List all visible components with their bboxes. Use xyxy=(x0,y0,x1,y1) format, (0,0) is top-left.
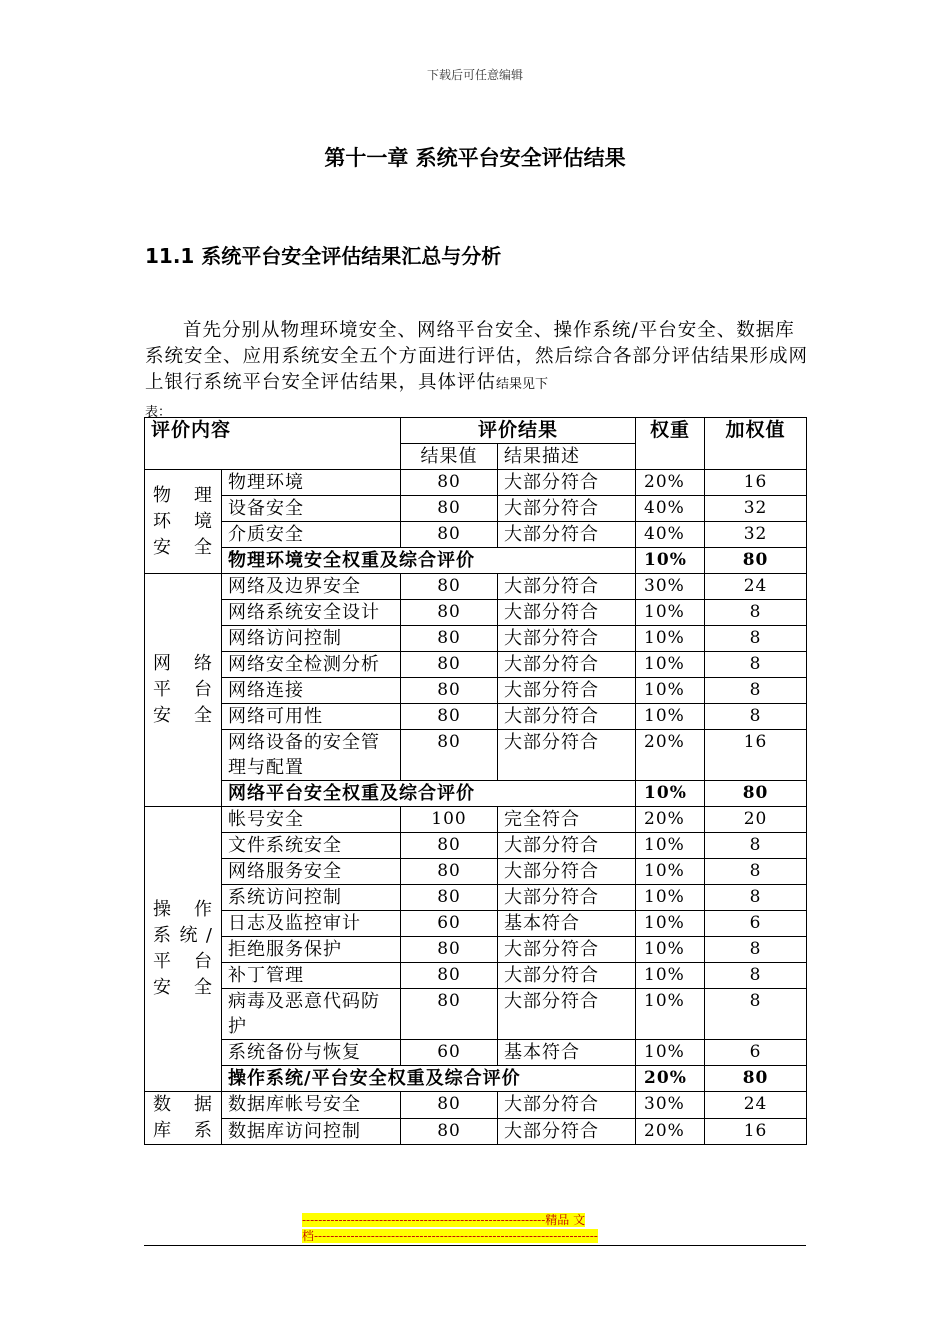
weight: 10% xyxy=(636,678,705,704)
item-name: 网络访问控制 xyxy=(222,626,401,652)
weighted-value: 8 xyxy=(705,652,807,678)
summary-weight: 10% xyxy=(636,781,705,807)
table-row xyxy=(145,963,807,989)
result-desc: 大部分符合 xyxy=(498,1092,636,1119)
chapter-title: 第十一章 系统平台安全评估结果 xyxy=(324,146,626,170)
result-value: 80 xyxy=(401,522,498,548)
table-row xyxy=(145,937,807,963)
result-value: 80 xyxy=(401,626,498,652)
result-value: 80 xyxy=(401,730,498,781)
weight: 20% xyxy=(636,730,705,781)
table-header-row xyxy=(145,418,807,444)
result-value: 80 xyxy=(401,885,498,911)
item-name: 数据库帐号安全 xyxy=(222,1092,401,1119)
item-name: 补丁管理 xyxy=(222,963,401,989)
table-row xyxy=(145,989,807,1040)
weight: 10% xyxy=(636,652,705,678)
weight: 30% xyxy=(636,574,705,600)
weighted-value: 20 xyxy=(705,807,807,833)
weight: 10% xyxy=(636,600,705,626)
summary-weight: 20% xyxy=(636,1066,705,1092)
table-row xyxy=(145,652,807,678)
summary-row xyxy=(145,548,807,574)
item-name: 拒绝服务保护 xyxy=(222,937,401,963)
intro-small: 结果见下 xyxy=(496,377,549,392)
result-value: 80 xyxy=(401,678,498,704)
result-desc: 大部分符合 xyxy=(498,704,636,730)
result-value: 80 xyxy=(401,859,498,885)
table-row xyxy=(145,522,807,548)
item-name: 网络设备的安全管理与配置 xyxy=(222,730,401,781)
item-name: 介质安全 xyxy=(222,522,401,548)
item-name: 日志及监控审计 xyxy=(222,911,401,937)
header-result-value: 结果值 xyxy=(401,444,498,470)
weighted-value: 8 xyxy=(705,937,807,963)
result-desc: 完全符合 xyxy=(498,807,636,833)
table-row xyxy=(145,1118,807,1145)
summary-label: 物理环境安全权重及综合评价 xyxy=(222,548,636,574)
group-name: 数 据 库 系 xyxy=(145,1092,222,1145)
table-row xyxy=(145,496,807,522)
result-desc: 大部分符合 xyxy=(498,600,636,626)
weighted-value: 16 xyxy=(705,1118,807,1145)
item-name: 网络可用性 xyxy=(222,704,401,730)
result-desc: 大部分符合 xyxy=(498,574,636,600)
summary-label: 网络平台安全权重及综合评价 xyxy=(222,781,636,807)
table-row xyxy=(145,730,807,781)
header-content: 评价内容 xyxy=(145,418,401,470)
weight: 40% xyxy=(636,522,705,548)
intro-tail: 表： xyxy=(145,405,172,420)
evaluation-table xyxy=(144,417,807,1145)
item-name: 物理环境 xyxy=(222,470,401,496)
result-value: 80 xyxy=(401,1092,498,1119)
header-result: 评价结果 xyxy=(401,418,636,444)
summary-weight: 10% xyxy=(636,548,705,574)
table-row xyxy=(145,678,807,704)
weighted-value: 24 xyxy=(705,1092,807,1119)
result-value: 60 xyxy=(401,1040,498,1066)
weighted-value: 8 xyxy=(705,833,807,859)
result-desc: 大部分符合 xyxy=(498,522,636,548)
result-desc: 大部分符合 xyxy=(498,652,636,678)
weighted-value: 16 xyxy=(705,730,807,781)
weight: 20% xyxy=(636,1118,705,1145)
item-name: 病毒及恶意代码防护 xyxy=(222,989,401,1040)
result-desc: 大部分符合 xyxy=(498,1118,636,1145)
result-desc: 大部分符合 xyxy=(498,496,636,522)
summary-weighted: 80 xyxy=(705,548,807,574)
weight: 40% xyxy=(636,496,705,522)
result-desc: 大部分符合 xyxy=(498,989,636,1040)
result-value: 80 xyxy=(401,704,498,730)
weight: 10% xyxy=(636,963,705,989)
result-value: 80 xyxy=(401,833,498,859)
result-value: 80 xyxy=(401,989,498,1040)
result-value: 100 xyxy=(401,807,498,833)
item-name: 帐号安全 xyxy=(222,807,401,833)
group-name: 网 络 平 台 安全 xyxy=(145,574,222,807)
weighted-value: 24 xyxy=(705,574,807,600)
result-desc: 大部分符合 xyxy=(498,730,636,781)
weight: 10% xyxy=(636,989,705,1040)
weighted-value: 6 xyxy=(705,1040,807,1066)
summary-label: 操作系统/平台安全权重及综合评价 xyxy=(222,1066,636,1092)
group-name: 操 作 系统/ 平 台 安全 xyxy=(145,807,222,1092)
item-name: 系统访问控制 xyxy=(222,885,401,911)
weighted-value: 8 xyxy=(705,885,807,911)
result-desc: 基本符合 xyxy=(498,1040,636,1066)
weighted-value: 32 xyxy=(705,522,807,548)
result-value: 80 xyxy=(401,574,498,600)
table-row xyxy=(145,1040,807,1066)
result-desc: 大部分符合 xyxy=(498,859,636,885)
intro-paragraph xyxy=(145,318,810,426)
result-desc: 大部分符合 xyxy=(498,937,636,963)
item-name: 网络系统安全设计 xyxy=(222,600,401,626)
weight: 10% xyxy=(636,704,705,730)
summary-row xyxy=(145,781,807,807)
table-row xyxy=(145,704,807,730)
header-weight: 权重 xyxy=(636,418,705,470)
header-result-desc: 结果描述 xyxy=(498,444,636,470)
table-row xyxy=(145,600,807,626)
section-title: 11.1 系统平台安全评估结果汇总与分析 xyxy=(145,244,502,268)
footer-divider xyxy=(144,1245,806,1246)
weighted-value: 8 xyxy=(705,859,807,885)
result-value: 80 xyxy=(401,600,498,626)
result-value: 80 xyxy=(401,496,498,522)
summary-weighted: 80 xyxy=(705,781,807,807)
item-name: 网络安全检测分析 xyxy=(222,652,401,678)
weight: 10% xyxy=(636,937,705,963)
weighted-value: 16 xyxy=(705,470,807,496)
result-value: 80 xyxy=(401,937,498,963)
result-desc: 大部分符合 xyxy=(498,885,636,911)
intro-main: 首先分别从物理环境安全、网络平台安全、操作系统/平台安全、数据库系统安全、应用系统安全五个方面进行评估，然后综合各部分评估结果形成网上银行系统平台安全评估结果，具体评估 xyxy=(145,320,809,393)
weight: 20% xyxy=(636,807,705,833)
weight: 10% xyxy=(636,833,705,859)
weight: 10% xyxy=(636,885,705,911)
result-value: 80 xyxy=(401,1118,498,1145)
group-name: 物 理 环 境 安全 xyxy=(145,470,222,574)
table-row xyxy=(145,470,807,496)
footer-line-2: 档---------------------------------------------------------------------- xyxy=(302,1229,598,1243)
item-name: 网络及边界安全 xyxy=(222,574,401,600)
table-row xyxy=(145,859,807,885)
table-row xyxy=(145,574,807,600)
result-value: 80 xyxy=(401,470,498,496)
footer-line-1: ------------------------------------------------------------精品 文 xyxy=(302,1213,586,1227)
weight: 10% xyxy=(636,911,705,937)
weighted-value: 8 xyxy=(705,678,807,704)
result-desc: 基本符合 xyxy=(498,911,636,937)
result-value: 60 xyxy=(401,911,498,937)
item-name: 系统备份与恢复 xyxy=(222,1040,401,1066)
weighted-value: 8 xyxy=(705,626,807,652)
header-weighted: 加权值 xyxy=(705,418,807,470)
weight: 10% xyxy=(636,626,705,652)
result-desc: 大部分符合 xyxy=(498,678,636,704)
weighted-value: 8 xyxy=(705,600,807,626)
item-name: 网络服务安全 xyxy=(222,859,401,885)
summary-row xyxy=(145,1066,807,1092)
result-desc: 大部分符合 xyxy=(498,833,636,859)
result-desc: 大部分符合 xyxy=(498,470,636,496)
weighted-value: 6 xyxy=(705,911,807,937)
table-row xyxy=(145,885,807,911)
table-row xyxy=(145,807,807,833)
item-name: 网络连接 xyxy=(222,678,401,704)
weight: 30% xyxy=(636,1092,705,1119)
item-name: 设备安全 xyxy=(222,496,401,522)
result-desc: 大部分符合 xyxy=(498,963,636,989)
weight: 10% xyxy=(636,1040,705,1066)
result-desc: 大部分符合 xyxy=(498,626,636,652)
table-row xyxy=(145,833,807,859)
weighted-value: 8 xyxy=(705,704,807,730)
result-value: 80 xyxy=(401,963,498,989)
weight: 20% xyxy=(636,470,705,496)
weighted-value: 8 xyxy=(705,989,807,1040)
summary-weighted: 80 xyxy=(705,1066,807,1092)
header-note: 下载后可任意编辑 xyxy=(426,68,523,82)
weight: 10% xyxy=(636,859,705,885)
table-row xyxy=(145,911,807,937)
table-row xyxy=(145,626,807,652)
footer-watermark xyxy=(302,1212,652,1244)
result-value: 80 xyxy=(401,652,498,678)
table-row xyxy=(145,1092,807,1119)
weighted-value: 32 xyxy=(705,496,807,522)
item-name: 文件系统安全 xyxy=(222,833,401,859)
weighted-value: 8 xyxy=(705,963,807,989)
item-name: 数据库访问控制 xyxy=(222,1118,401,1145)
